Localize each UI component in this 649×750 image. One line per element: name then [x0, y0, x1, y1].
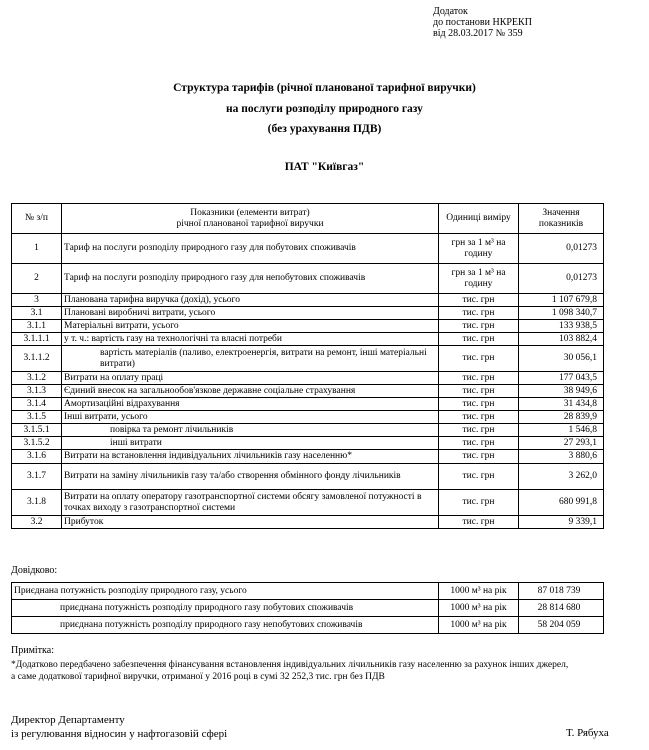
row-number: 3.1.1.2 — [12, 346, 62, 372]
company-name: ПАТ "Київгаз" — [284, 161, 365, 173]
reference-label-cell: приєднана потужність розподілу природного газу побутових споживачів — [12, 600, 439, 617]
row-unit: тис. грн — [439, 464, 519, 490]
row-number: 3.1 — [12, 307, 62, 320]
table-header-row — [12, 204, 604, 234]
row-unit: грн за 1 м³ на годину — [439, 264, 519, 294]
table-row — [12, 424, 604, 437]
table-row — [12, 264, 604, 294]
header-unit: Одиниці виміру — [439, 204, 519, 234]
reference-value: 58 204 059 — [519, 617, 604, 634]
reference-body — [12, 583, 604, 634]
row-label: Планована тарифна виручка (дохід), усього — [62, 294, 439, 307]
row-unit: тис. грн — [439, 424, 519, 437]
table-row — [12, 234, 604, 264]
table-row — [12, 398, 604, 411]
signatory-position: Директор Департаменту із регулювання відносин у нафтогазовій сфері — [11, 714, 228, 740]
row-unit: грн за 1 м³ на годину — [439, 234, 519, 264]
row-label: Тариф на послуги розподілу природного газу для побутових споживачів — [62, 234, 439, 264]
row-unit: тис. грн — [439, 516, 519, 529]
row-unit: тис. грн — [439, 450, 519, 464]
row-unit: тис. грн — [439, 307, 519, 320]
row-label: Прибуток — [62, 516, 439, 529]
row-number: 3.1.1 — [12, 320, 62, 333]
row-unit: тис. грн — [439, 346, 519, 372]
row-label: вартість матеріалів (паливо, електроенергія, витрати на ремонт, інші матеріальні витрати) — [62, 346, 439, 372]
row-number: 1 — [12, 234, 62, 264]
header-value: Значення показників — [519, 204, 604, 234]
row-label: повірка та ремонт лічильників — [62, 424, 439, 437]
reference-label-cell: приєднана потужність розподілу природного газу непобутових споживачів — [12, 617, 439, 634]
row-label: Витрати на заміну лічильників газу та/або створення обмінного фонду лічильників — [62, 464, 439, 490]
table-row — [12, 346, 604, 372]
row-number: 3.2 — [12, 516, 62, 529]
row-value: 1 546,8 — [519, 424, 604, 437]
table-row — [12, 464, 604, 490]
row-value: 30 056,1 — [519, 346, 604, 372]
signatory-name: Т. Рябуха — [566, 727, 609, 739]
table-row — [12, 333, 604, 346]
table-row — [12, 307, 604, 320]
table-row — [12, 490, 604, 516]
title-line-2: на послуги розподілу природного газу — [226, 103, 423, 115]
row-unit: тис. грн — [439, 333, 519, 346]
title-line-3: (без урахування ПДВ) — [267, 123, 382, 135]
row-label: Плановані виробничі витрати, усього — [62, 307, 439, 320]
row-value: 38 949,6 — [519, 385, 604, 398]
title-line-1: Структура тарифів (річної планованої тарифної виручки) — [173, 82, 476, 94]
row-value: 31 434,8 — [519, 398, 604, 411]
row-unit: тис. грн — [439, 437, 519, 450]
reference-row — [12, 600, 604, 617]
row-value: 9 339,1 — [519, 516, 604, 529]
row-label: Інші витрати, усього — [62, 411, 439, 424]
row-number: 3.1.8 — [12, 490, 62, 516]
row-number: 3.1.7 — [12, 464, 62, 490]
reference-unit: 1000 м³ на рік — [439, 617, 519, 634]
row-unit: тис. грн — [439, 320, 519, 333]
row-number: 3 — [12, 294, 62, 307]
table-row — [12, 437, 604, 450]
row-unit: тис. грн — [439, 411, 519, 424]
row-label: Єдиний внесок на загальнообов'язкове державне соціальне страхування — [62, 385, 439, 398]
reference-label: Довідково: — [11, 565, 58, 576]
row-number: 3.1.5.2 — [12, 437, 62, 450]
row-value: 1 107 679,8 — [519, 294, 604, 307]
header-indicator: Показники (елементи витрат) річної планованої тарифної виручки — [62, 204, 439, 234]
reference-value: 28 814 680 — [519, 600, 604, 617]
row-value: 103 882,4 — [519, 333, 604, 346]
row-number: 3.1.3 — [12, 385, 62, 398]
row-label: Тариф на послуги розподілу природного газу для непобутових споживачів — [62, 264, 439, 294]
table-body — [12, 234, 604, 529]
reference-unit: 1000 м³ на рік — [439, 600, 519, 617]
reference-value: 87 018 739 — [519, 583, 604, 600]
row-number: 3.1.4 — [12, 398, 62, 411]
row-value: 3 880,6 — [519, 450, 604, 464]
row-label: Витрати на оплату оператору газотранспортної системи обсягу замовленої потужності в точках виходу з газотранспортної системи — [62, 490, 439, 516]
table-row — [12, 372, 604, 385]
row-label: Витрати на оплату праці — [62, 372, 439, 385]
reference-row — [12, 617, 604, 634]
row-value: 3 262,0 — [519, 464, 604, 490]
table-row — [12, 516, 604, 529]
note-label: Примітка: — [11, 645, 54, 656]
reference-table — [11, 582, 604, 634]
table-row — [12, 411, 604, 424]
row-number: 3.1.1.1 — [12, 333, 62, 346]
table-row — [12, 450, 604, 464]
row-unit: тис. грн — [439, 398, 519, 411]
row-number: 3.1.5 — [12, 411, 62, 424]
row-value: 177 043,5 — [519, 372, 604, 385]
reference-unit: 1000 м³ на рік — [439, 583, 519, 600]
table-row — [12, 320, 604, 333]
note-text: *Додатково передбачено забезпечення фінансування встановлення індивідуальних лічильників газу населенню за рахунок інших джерел, а саме додаткової тарифної виручки, отриманої у 2016 році в сумі 32 252,3 тис. грн без ПДВ — [11, 660, 569, 682]
row-value: 27 293,1 — [519, 437, 604, 450]
reference-row — [12, 583, 604, 600]
row-value: 133 938,5 — [519, 320, 604, 333]
row-number: 3.1.6 — [12, 450, 62, 464]
table-row — [12, 385, 604, 398]
row-unit: тис. грн — [439, 294, 519, 307]
row-label: у т. ч.: вартість газу на технологічні та власні потреби — [62, 333, 439, 346]
header-num: № з/п — [12, 204, 62, 234]
row-unit: тис. грн — [439, 385, 519, 398]
table-row — [12, 294, 604, 307]
row-value: 0,01273 — [519, 264, 604, 294]
row-number: 3.1.2 — [12, 372, 62, 385]
row-label: інші витрати — [62, 437, 439, 450]
row-number: 3.1.5.1 — [12, 424, 62, 437]
row-label: Амортизаційні відрахування — [62, 398, 439, 411]
row-unit: тис. грн — [439, 372, 519, 385]
reference-label-cell: Приєднана потужність розподілу природного газу, усього — [12, 583, 439, 600]
row-label: Витрати на встановлення індивідуальних лічильників газу населенню* — [62, 450, 439, 464]
row-unit: тис. грн — [439, 490, 519, 516]
tariff-structure-table — [11, 203, 604, 529]
row-value: 1 098 340,7 — [519, 307, 604, 320]
row-value: 680 991,8 — [519, 490, 604, 516]
row-value: 0,01273 — [519, 234, 604, 264]
row-number: 2 — [12, 264, 62, 294]
row-value: 28 839,9 — [519, 411, 604, 424]
annex-reference: Додаток до постанови НКРЕКП від 28.03.2017 № 359 — [433, 6, 532, 39]
row-label: Матеріальні витрати, усього — [62, 320, 439, 333]
